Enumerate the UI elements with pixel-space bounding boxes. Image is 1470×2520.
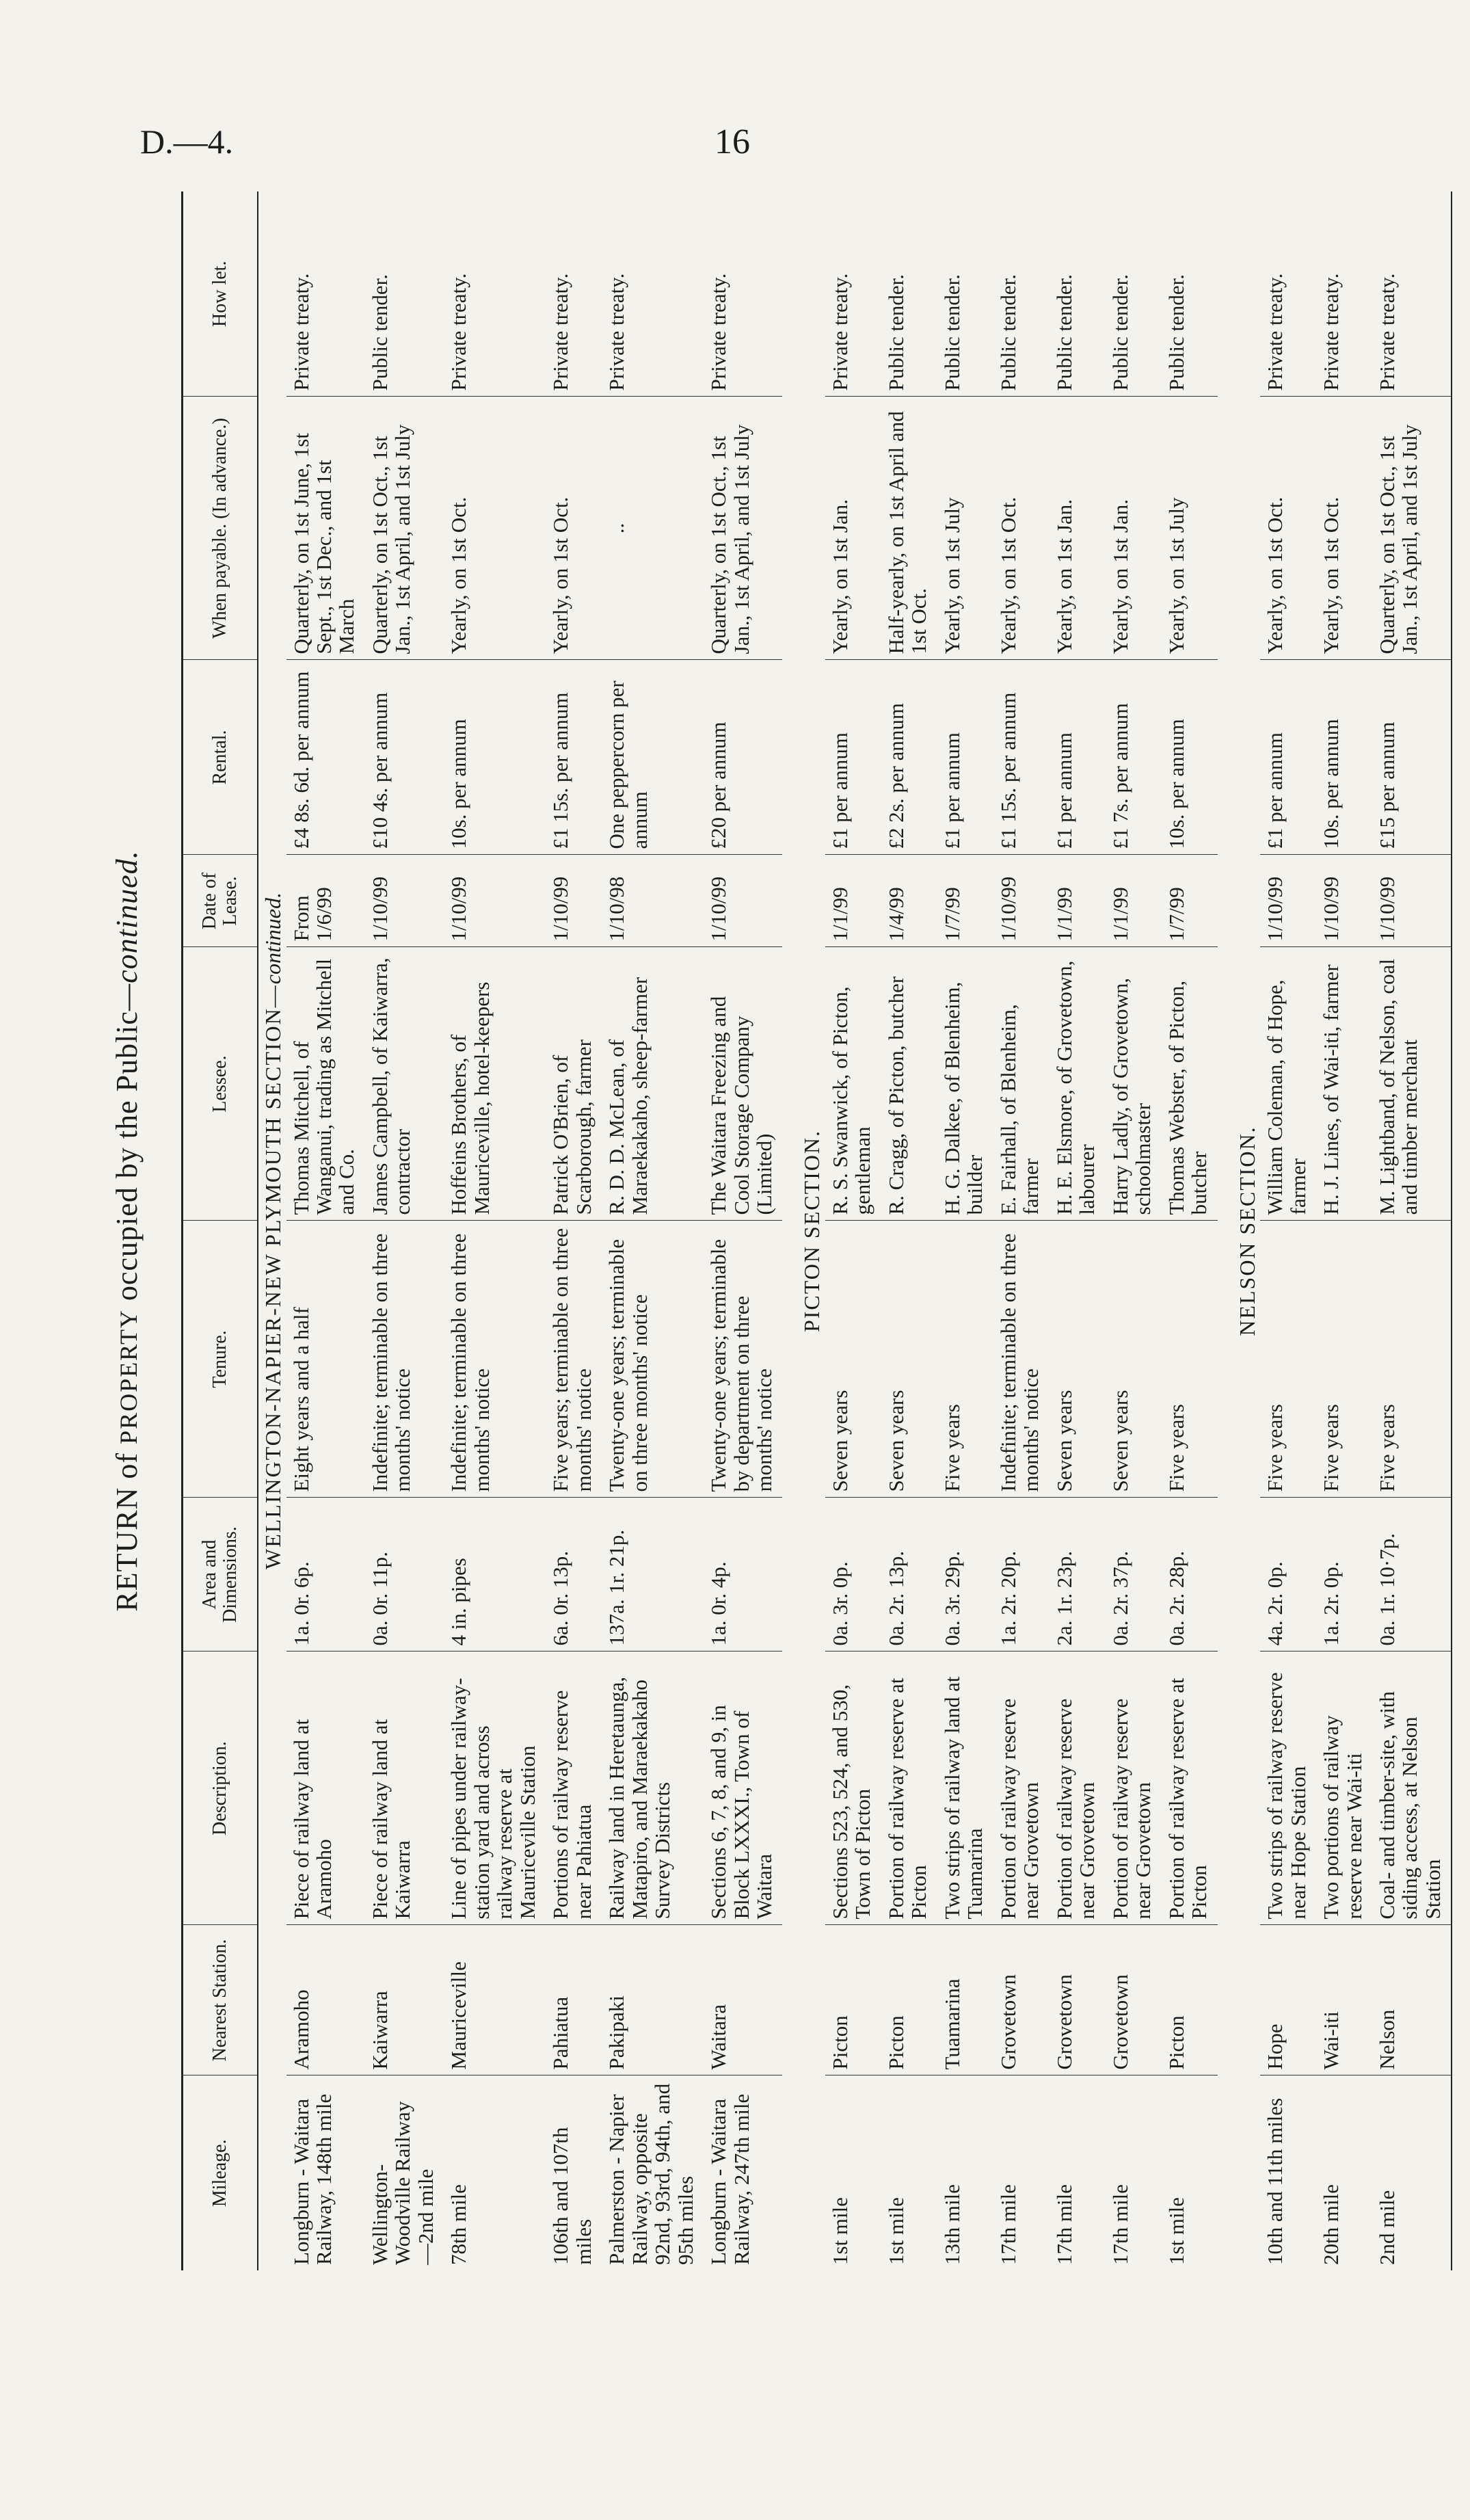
cell-date: 1/10/99 — [444, 855, 546, 947]
cell-rental: £1 per annum — [937, 660, 993, 855]
cell-date: 1/1/99 — [825, 855, 881, 947]
cell-date: 1/10/99 — [704, 855, 782, 947]
cell-lessee: James Campbell, of Kaiwarra, contractor — [365, 947, 444, 1221]
cell-how-let: Private treaty. — [1316, 191, 1372, 397]
cell-rental: £20 per annum — [704, 660, 782, 855]
cell-station: Picton — [825, 1925, 881, 2075]
header-how-let: How let. — [183, 191, 258, 397]
cell-tenure: Seven years — [1106, 1221, 1162, 1498]
cell-tenure: Seven years — [825, 1221, 881, 1498]
cell-description: Portion of railway reserve at Picton — [881, 1652, 937, 1925]
cell-tenure: Five years — [1260, 1221, 1316, 1498]
table-row — [704, 191, 782, 2270]
header-station: Nearest Station. — [183, 1925, 258, 2075]
cell-payable: Quarterly, on 1st Oct., 1st Jan., 1st April, and 1st July — [704, 397, 782, 660]
cell-rental: £1 7s. per annum — [1106, 660, 1162, 855]
title-public: Public — [110, 1011, 144, 1092]
cell-lessee: Patrick O'Brien, of Scarborough, farmer — [546, 947, 602, 1221]
cell-payable: Yearly, on 1st Oct. — [993, 397, 1050, 660]
cell-tenure: Indefinite; terminable on three months' notice — [993, 1221, 1050, 1498]
cell-payable: Yearly, on 1st Jan. — [825, 397, 881, 660]
property-table — [181, 191, 1452, 2270]
table-row — [1260, 191, 1316, 2270]
table-row — [444, 191, 546, 2270]
cell-payable: .. — [602, 397, 704, 660]
cell-mileage: Palmerston - Napier Railway, opposite 92nd, 93rd, 94th, and 95th miles — [604, 2083, 697, 2265]
section-gap — [782, 191, 797, 2270]
header-rental: Rental. — [183, 660, 258, 855]
cell-mileage: 10th and 11th miles — [1263, 2097, 1287, 2265]
cell-tenure: Twenty-one years; terminable by department on three months' notice — [704, 1221, 782, 1498]
cell-area: 4 in. pipes — [444, 1498, 546, 1652]
cell-tenure: Five years — [1316, 1221, 1372, 1498]
cell-rental: 10s. per annum — [444, 660, 546, 855]
cell-station: Nelson — [1372, 1925, 1452, 2075]
cell-mileage: 17th mile — [1108, 2184, 1132, 2265]
cell-date: 1/10/99 — [1260, 855, 1316, 947]
cell-mileage: Longburn - Waitara Railway, 247th mile — [706, 2093, 753, 2265]
cell-lessee: E. Fairhall, of Blenheim, farmer — [993, 947, 1050, 1221]
cell-description: Railway land in Heretaunga, Matapiro, and Maraekakaho Survey Districts — [602, 1652, 704, 1925]
cell-payable: Yearly, on 1st Oct. — [444, 397, 546, 660]
cell-payable: Yearly, on 1st July — [937, 397, 993, 660]
cell-description: Piece of railway land at Kaiwarra — [365, 1652, 444, 1925]
cell-tenure: Seven years — [881, 1221, 937, 1498]
table-row — [825, 191, 881, 2270]
cell-mileage: 1st mile — [828, 2197, 852, 2265]
section-heading-row — [797, 191, 825, 2270]
title-property: PROPERTY — [115, 1309, 142, 1444]
cell-rental: £1 per annum — [825, 660, 881, 855]
cell-mileage: 20th mile — [1319, 2184, 1344, 2265]
header-tenure: Tenure. — [183, 1221, 258, 1498]
header-row — [183, 191, 258, 2270]
cell-tenure: Five years — [1372, 1221, 1452, 1498]
cell-area: 0a. 3r. 0p. — [825, 1498, 881, 1652]
cell-station: Grovetown — [1050, 1925, 1106, 2075]
cell-tenure: Indefinite; terminable on three months' notice — [365, 1221, 444, 1498]
cell-payable: Yearly, on 1st Oct. — [546, 397, 602, 660]
header-date: Date of Lease. — [183, 855, 258, 947]
section-heading — [1233, 191, 1261, 2270]
cell-mileage: 1st mile — [1164, 2197, 1188, 2265]
cell-area: 0a. 2r. 28p. — [1162, 1498, 1218, 1652]
table-body — [258, 191, 1452, 2270]
cell-date: 1/1/99 — [1050, 855, 1106, 947]
rotated-return-table — [109, 191, 1445, 2270]
cell-description: Line of pipes under railway-station yard and across railway reserve at Mauriceville Station — [444, 1652, 546, 1925]
cell-area: 4a. 2r. 0p. — [1260, 1498, 1316, 1652]
cell-rental: £15 per annum — [1372, 660, 1452, 855]
section-heading-row — [258, 191, 286, 2270]
page-number: 16 — [714, 122, 750, 161]
cell-station: Grovetown — [993, 1925, 1050, 2075]
cell-description: Two strips of railway reserve near Hope Station — [1260, 1652, 1316, 1925]
cell-tenure: Eight years and a half — [286, 1221, 365, 1498]
cell-mileage: 106th and 107th miles — [548, 2127, 596, 2265]
cell-station: Mauriceville — [444, 1925, 546, 2075]
cell-date: 1/7/99 — [937, 855, 993, 947]
cell-mileage: 13th mile — [939, 2184, 964, 2265]
cell-lessee: H. E. Elsmore, of Grovetown, labourer — [1050, 947, 1106, 1221]
cell-area: 0a. 0r. 11p. — [365, 1498, 444, 1652]
cell-lessee: M. Lightband, of Nelson, coal and timber merchant — [1372, 947, 1452, 1221]
cell-rental: £10 4s. per annum — [365, 660, 444, 855]
header-area: Area and Dimensions. — [183, 1498, 258, 1652]
page-reference: D.—4. — [140, 122, 234, 161]
cell-tenure: Twenty-one years; terminable on three months' notice — [602, 1221, 704, 1498]
section-heading — [258, 191, 286, 2270]
cell-mileage: Wellington-Woodville Railway—2nd mile — [367, 2101, 438, 2265]
cell-date: 1/7/99 — [1162, 855, 1218, 947]
cell-station: Waitara — [704, 1925, 782, 2075]
cell-description: Portion of railway reserve near Grovetown — [993, 1652, 1050, 1925]
header-mileage: Mileage. — [183, 2075, 258, 2270]
cell-tenure: Five years; terminable on three months' notice — [546, 1221, 602, 1498]
cell-rental: 10s. per annum — [1162, 660, 1218, 855]
cell-rental: £1 per annum — [1050, 660, 1106, 855]
header-lessee: Lessee. — [183, 947, 258, 1221]
cell-area: 2a. 1r. 23p. — [1050, 1498, 1106, 1652]
cell-date: 1/10/99 — [365, 855, 444, 947]
header-payable: When payable. (In advance.) — [183, 397, 258, 660]
cell-how-let: Private treaty. — [444, 191, 546, 397]
cell-payable: Half-yearly, on 1st April and 1st Oct. — [881, 397, 937, 660]
cell-area: 1a. 2r. 0p. — [1316, 1498, 1372, 1652]
table-row — [1162, 191, 1218, 2270]
cell-how-let: Private treaty. — [825, 191, 881, 397]
section-title-note: continued. — [260, 892, 285, 985]
cell-description: Two portions of railway reserve near Wai-iti — [1316, 1652, 1372, 1925]
cell-tenure: Seven years — [1050, 1221, 1106, 1498]
cell-description: Sections 6, 7, 8, and 9, in Block LXXXI., Town of Waitara — [704, 1652, 782, 1925]
title-middle: occupied by the — [110, 1100, 144, 1301]
cell-mileage: 17th mile — [1052, 2184, 1076, 2265]
cell-payable: Quarterly, on 1st June, 1st Sept., 1st Dec., and 1st March — [286, 397, 365, 660]
cell-description: Piece of railway land at Aramoho — [286, 1652, 365, 1925]
cell-description: Coal- and timber-site, with siding access, at Nelson Station — [1372, 1652, 1452, 1925]
cell-lessee: Thomas Mitchell, of Wanganui, trading as Mitchell and Co. — [286, 947, 365, 1221]
cell-area: 0a. 2r. 13p. — [881, 1498, 937, 1652]
cell-how-let: Public tender. — [365, 191, 444, 397]
section-title: PICTON SECTION. — [799, 1129, 825, 1333]
cell-station: Pakipaki — [602, 1925, 704, 2075]
cell-date: 1/10/99 — [993, 855, 1050, 947]
cell-description: Portion of railway reserve near Grovetown — [1050, 1652, 1106, 1925]
cell-lessee: R. D. D. McLean, of Maraekakaho, sheep-farmer — [602, 947, 704, 1221]
cell-area: 0a. 3r. 29p. — [937, 1498, 993, 1652]
table-row — [1050, 191, 1106, 2270]
cell-description: Sections 523, 524, and 530, Town of Picton — [825, 1652, 881, 1925]
cell-how-let: Private treaty. — [1372, 191, 1452, 397]
cell-mileage: 78th mile — [446, 2184, 471, 2265]
cell-payable: Yearly, on 1st Oct. — [1316, 397, 1372, 660]
cell-mileage: 2nd mile — [1372, 2075, 1452, 2270]
section-heading-row — [1233, 191, 1261, 2270]
header-description: Description. — [183, 1652, 258, 1925]
cell-date: 1/10/99 — [546, 855, 602, 947]
table-row — [602, 191, 704, 2270]
section-gap — [1218, 191, 1233, 2270]
cell-how-let: Private treaty. — [1260, 191, 1316, 397]
table-row — [365, 191, 444, 2270]
cell-how-let: Private treaty. — [602, 191, 704, 397]
cell-rental: £1 15s. per annum — [546, 660, 602, 855]
cell-payable: Quarterly, on 1st Oct., 1st Jan., 1st April, and 1st July — [1372, 397, 1452, 660]
cell-lessee: Thomas Webster, of Picton, butcher — [1162, 947, 1218, 1221]
cell-how-let: Public tender. — [993, 191, 1050, 397]
title-prefix: RETURN of — [110, 1452, 144, 1612]
cell-lessee: H. G. Dalkee, of Blenheim, builder — [937, 947, 993, 1221]
cell-lessee: The Waitara Freezing and Cool Storage Company (Limited) — [704, 947, 782, 1221]
section-title: NELSON SECTION. — [1234, 1126, 1259, 1336]
cell-tenure: Indefinite; terminable on three months' notice — [444, 1221, 546, 1498]
cell-description: Portions of railway reserve near Pahiatua — [546, 1652, 602, 1925]
cell-lessee: William Coleman, of Hope, farmer — [1260, 947, 1316, 1221]
section-title: WELLINGTON-NAPIER-NEW PLYMOUTH SECTION— — [260, 984, 285, 1569]
cell-station: Picton — [1162, 1925, 1218, 2075]
section-gap-cell — [1218, 191, 1233, 2270]
cell-area: 137a. 1r. 21p. — [602, 1498, 704, 1652]
return-title — [109, 191, 144, 2270]
cell-payable: Yearly, on 1st Jan. — [1106, 397, 1162, 660]
cell-rental: £2 2s. per annum — [881, 660, 937, 855]
table-row — [881, 191, 937, 2270]
section-heading — [797, 191, 825, 2270]
cell-date: 1/4/99 — [881, 855, 937, 947]
cell-how-let: Public tender. — [1162, 191, 1218, 397]
cell-how-let: Private treaty. — [286, 191, 365, 397]
cell-payable: Quarterly, on 1st Oct., 1st Jan., 1st April, and 1st July — [365, 397, 444, 660]
cell-how-let: Public tender. — [881, 191, 937, 397]
cell-lessee: H. J. Lines, of Wai-iti, farmer — [1316, 947, 1372, 1221]
cell-payable: Yearly, on 1st Jan. — [1050, 397, 1106, 660]
cell-area: 1a. 0r. 4p. — [704, 1498, 782, 1652]
cell-rental: £1 per annum — [1260, 660, 1316, 855]
cell-date: From 1/6/99 — [286, 855, 365, 947]
cell-tenure: Five years — [1162, 1221, 1218, 1498]
cell-rental: £1 15s. per annum — [993, 660, 1050, 855]
cell-area: 6a. 0r. 13p. — [546, 1498, 602, 1652]
cell-description: Portion of railway reserve at Picton — [1162, 1652, 1218, 1925]
table-row — [546, 191, 602, 2270]
cell-date: 1/10/99 — [1372, 855, 1452, 947]
cell-date: 1/10/99 — [1316, 855, 1372, 947]
cell-station: Picton — [881, 1925, 937, 2075]
table-row — [937, 191, 993, 2270]
cell-tenure: Five years — [937, 1221, 993, 1498]
section-gap-cell — [782, 191, 797, 2270]
table-row — [1372, 191, 1452, 2270]
cell-area: 1a. 0r. 6p. — [286, 1498, 365, 1652]
cell-description: Portion of railway reserve near Grovetown — [1106, 1652, 1162, 1925]
cell-area: 1a. 2r. 20p. — [993, 1498, 1050, 1652]
cell-station: Pahiatua — [546, 1925, 602, 2075]
cell-area: 0a. 2r. 37p. — [1106, 1498, 1162, 1652]
cell-how-let: Private treaty. — [704, 191, 782, 397]
cell-station: Wai-iti — [1316, 1925, 1372, 2075]
cell-station: Hope — [1260, 1925, 1316, 2075]
cell-description: Two strips of railway land at Tuamarina — [937, 1652, 993, 1925]
cell-station: Kaiwarra — [365, 1925, 444, 2075]
cell-area: 0a. 1r. 10·7p. — [1372, 1498, 1452, 1652]
cell-how-let: Public tender. — [1050, 191, 1106, 397]
cell-rental: 10s. per annum — [1316, 660, 1372, 855]
cell-rental: £4 8s. 6d. per annum — [286, 660, 365, 855]
cell-station: Tuamarina — [937, 1925, 993, 2075]
table-row — [286, 191, 365, 2270]
table-row — [993, 191, 1050, 2270]
table-row — [1316, 191, 1372, 2270]
cell-mileage: 1st mile — [883, 2197, 908, 2265]
cell-date: 1/1/99 — [1106, 855, 1162, 947]
cell-lessee: Harry Ladly, of Grovetown, schoolmaster — [1106, 947, 1162, 1221]
cell-lessee: Hoffeins Brothers, of Mauriceville, hotel-keepers — [444, 947, 546, 1221]
cell-payable: Yearly, on 1st Oct. — [1260, 397, 1316, 660]
cell-how-let: Public tender. — [937, 191, 993, 397]
title-suffix: —continued. — [110, 850, 144, 1011]
cell-how-let: Public tender. — [1106, 191, 1162, 397]
cell-payable: Yearly, on 1st July — [1162, 397, 1218, 660]
cell-station: Grovetown — [1106, 1925, 1162, 2075]
cell-mileage: Longburn - Waitara Railway, 148th mile — [289, 2093, 336, 2265]
cell-mileage: 17th mile — [995, 2184, 1020, 2265]
table-row — [1106, 191, 1162, 2270]
cell-lessee: R. Cragg, of Picton, butcher — [881, 947, 937, 1221]
cell-date: 1/10/98 — [602, 855, 704, 947]
cell-how-let: Private treaty. — [546, 191, 602, 397]
cell-rental: One peppercorn per annum — [602, 660, 704, 855]
cell-station: Aramoho — [286, 1925, 365, 2075]
cell-lessee: R. S. Swanwick, of Picton, gentleman — [825, 947, 881, 1221]
